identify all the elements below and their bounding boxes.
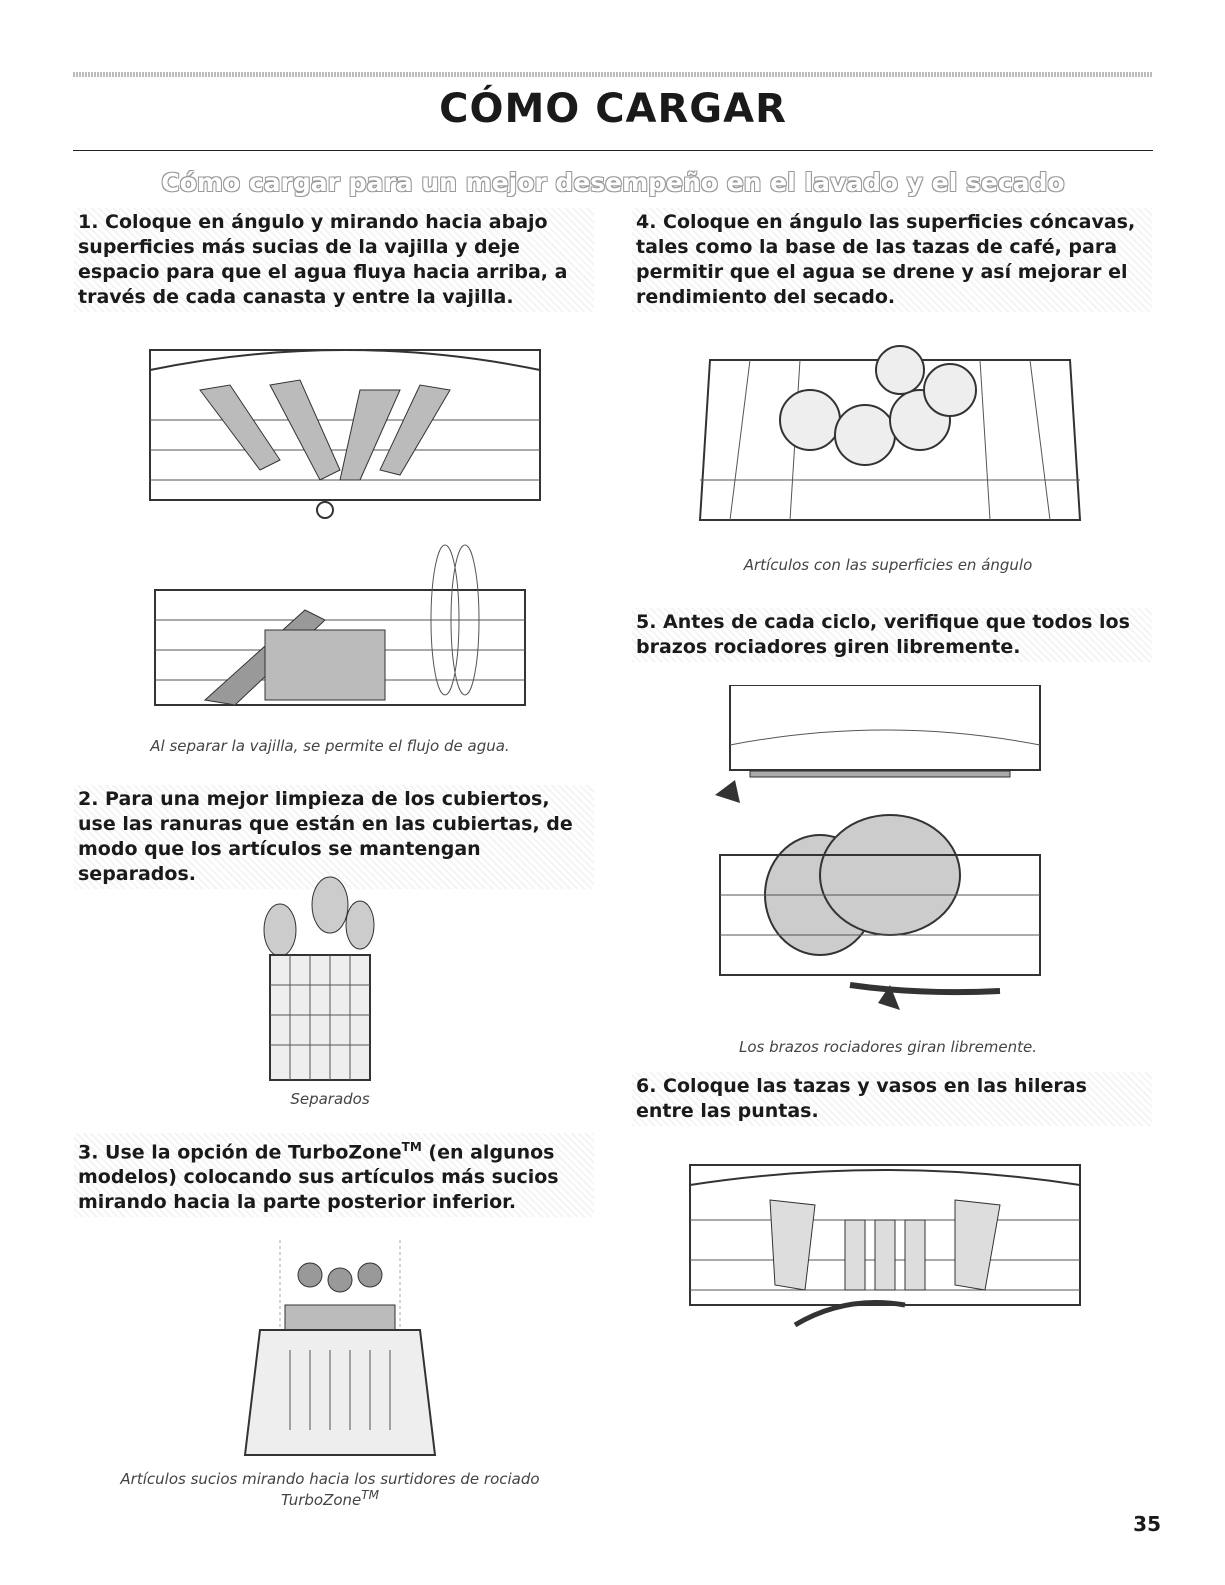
page-number: 35 — [1133, 1512, 1161, 1536]
cups-glasses-rack-illustration — [685, 1150, 1085, 1340]
caption-trademark-mark: TM — [361, 1488, 379, 1502]
caption-separate-dishes: Al separar la vajilla, se permite el flujo de agua. — [150, 737, 510, 755]
caption-silverware: Separados — [290, 1090, 370, 1108]
page-title: CÓMO CARGAR — [439, 86, 787, 132]
silverware-basket-illustration — [255, 875, 385, 1085]
angled-cups-rack-illustration — [690, 320, 1090, 540]
step-5: 5. Antes de cada ciclo, verifique que todos los brazos rociadores giren libremente. — [632, 608, 1152, 662]
lower-rack-separated-dishes-illustration — [145, 540, 535, 720]
turbozone-brand: TurboZone — [287, 1141, 402, 1164]
caption-angled: Artículos con las superficies en ángulo — [743, 556, 1033, 574]
step-3 — [74, 1133, 594, 1217]
caption-turbozone-text: Artículos sucios mirando hacia los surtidores de rociado TurboZone — [120, 1470, 540, 1509]
caption-spray-arms: Los brazos rociadores giran libremente. — [738, 1038, 1038, 1056]
trademark-mark: TM — [401, 1140, 422, 1154]
step-1: 1. Coloque en ángulo y mirando hacia abajo superficies más sucias de la vajilla y deje espacio para que el agua fluya hacia arriba, a través de cada canasta y entre la vajilla. — [74, 208, 594, 312]
turbozone-rack-illustration — [240, 1230, 440, 1460]
step-3-text-before: 3. Use la opción de — [78, 1141, 288, 1164]
step-4: 4. Coloque en ángulo las superficies cóncavas, tales como la base de las tazas de café, para permitir que el agua se drene y así mejorar el rendimiento del secado. — [632, 208, 1152, 312]
step-6: 6. Coloque las tazas y vasos en las hileras entre las puntas. — [632, 1072, 1152, 1126]
spray-arms-rack-illustration — [700, 685, 1060, 1030]
upper-rack-angled-dishes-illustration — [140, 330, 550, 520]
page-subtitle: Cómo cargar para un mejor desempeño en el lavado y el secado — [161, 168, 1065, 197]
step-3-text-after: (en algunos modelos) colocando sus artículos más sucios mirando hacia la parte posterior inferior. — [78, 1141, 559, 1214]
caption-turbozone — [74, 1470, 586, 1509]
top-dotted-rule — [73, 72, 1153, 77]
title-rule — [73, 150, 1153, 151]
step-2: 2. Para una mejor limpieza de los cubiertos, use las ranuras que están en las cubiertas, de modo que los artículos se mantengan separados. — [74, 785, 594, 889]
